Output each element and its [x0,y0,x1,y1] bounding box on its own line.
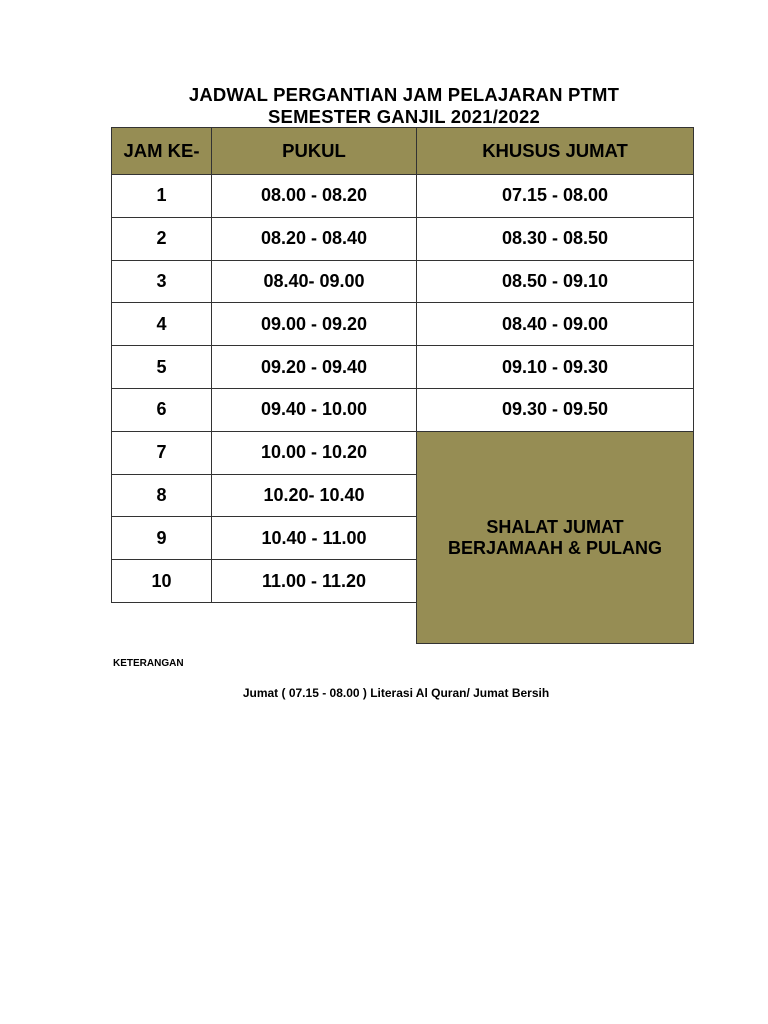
cell-jumat: 08.40 - 09.00 [417,303,694,346]
spacer-cell [212,602,417,644]
cell-jumat: 09.30 - 09.50 [417,388,694,431]
spacer-cell [112,602,212,644]
document-subtitle: SEMESTER GANJIL 2021/2022 [267,106,540,127]
column-header-jam: JAM KE- [112,128,212,175]
table-row [112,388,694,431]
table-row [112,431,694,474]
merged-text-line1: SHALAT JUMAT [486,516,624,537]
table-row [112,303,694,346]
cell-pukul: 11.00 - 11.20 [212,560,417,603]
table-row [112,217,694,260]
cell-jam: 2 [112,217,212,260]
cell-pukul: 08.40- 09.00 [212,260,417,303]
cell-jumat: 08.50 - 09.10 [417,260,694,303]
column-header-khusus-jumat: KHUSUS JUMAT [417,128,694,175]
merged-text-line2: BERJAMAAH & PULANG [447,537,662,558]
cell-pukul: 10.40 - 11.00 [212,517,417,560]
cell-jam: 7 [112,431,212,474]
cell-pukul: 10.20- 10.40 [212,474,417,517]
cell-jumat: 08.30 - 08.50 [417,217,694,260]
cell-jam: 5 [112,346,212,389]
table-header-row [112,128,694,175]
cell-jam: 1 [112,175,212,218]
cell-pukul: 09.40 - 10.00 [212,388,417,431]
keterangan-label: KETERANGAN [113,658,184,669]
cell-jam: 9 [112,517,212,560]
table-row [112,260,694,303]
table-row [112,175,694,218]
cell-jam: 3 [112,260,212,303]
document-title: JADWAL PERGANTIAN JAM PELAJARAN PTMT [188,84,620,105]
schedule-table [111,127,694,644]
table-row [112,346,694,389]
cell-jumat: 09.10 - 09.30 [417,346,694,389]
cell-pukul: 08.20 - 08.40 [212,217,417,260]
cell-pukul: 10.00 - 10.20 [212,431,417,474]
merged-cell-shalat-jumat [417,431,694,644]
cell-pukul: 09.00 - 09.20 [212,303,417,346]
cell-jam: 6 [112,388,212,431]
cell-jam: 8 [112,474,212,517]
cell-jumat: 07.15 - 08.00 [417,175,694,218]
cell-jam: 4 [112,303,212,346]
cell-pukul: 09.20 - 09.40 [212,346,417,389]
cell-jam: 10 [112,560,212,603]
column-header-pukul: PUKUL [212,128,417,175]
keterangan-note: Jumat ( 07.15 - 08.00 ) Literasi Al Quran/ Jumat Bersih [242,686,550,700]
cell-pukul: 08.00 - 08.20 [212,175,417,218]
